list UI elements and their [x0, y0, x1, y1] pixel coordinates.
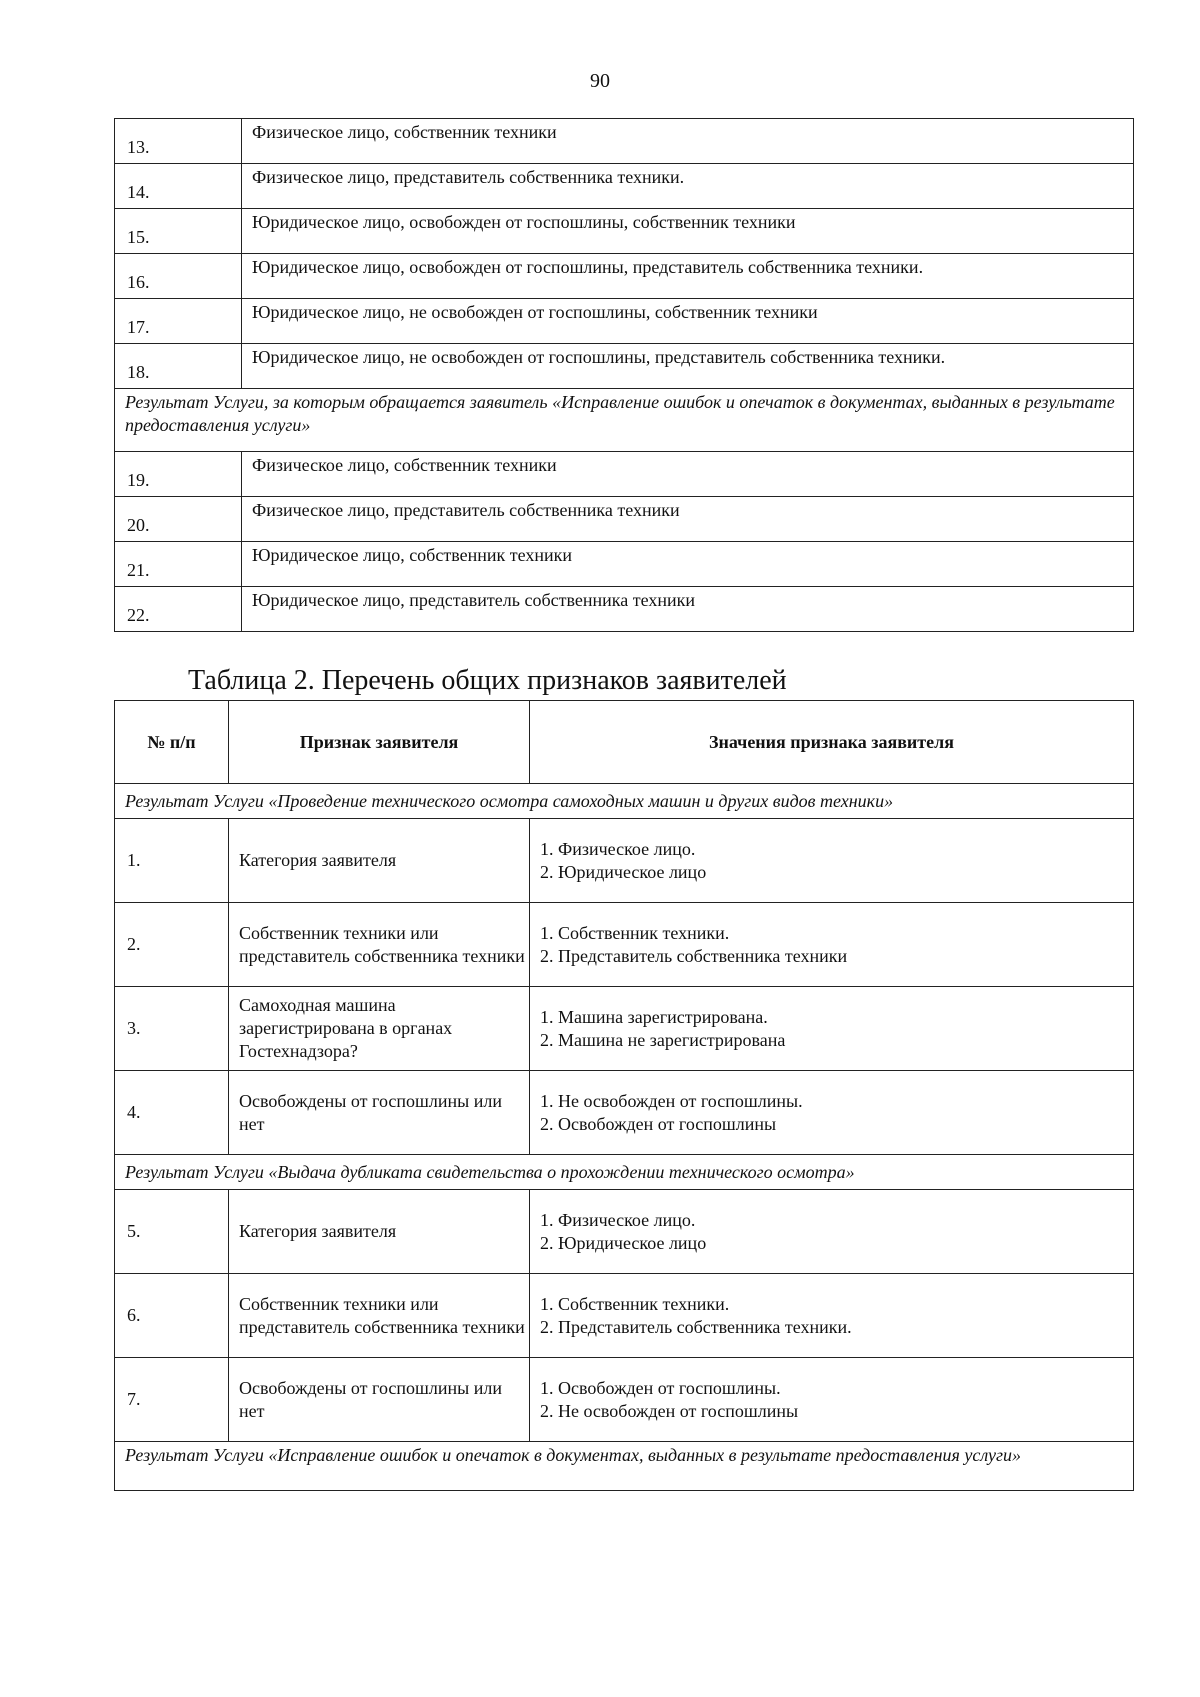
table-row	[115, 1358, 1134, 1442]
attribute-cell: Собственник техники или представитель собственника техники	[229, 1274, 530, 1358]
section-row	[115, 389, 1134, 452]
row-number: 18.	[115, 344, 242, 389]
value-line: 2. Представитель собственника техники.	[540, 1316, 852, 1337]
value-line: 1. Не освобожден от госпошлины.	[540, 1090, 803, 1111]
table-row	[115, 254, 1134, 299]
row-number: 20.	[115, 497, 242, 542]
row-number: 3.	[115, 987, 229, 1071]
table-row	[115, 1071, 1134, 1155]
section-heading: Результат Услуги «Исправление ошибок и опечаток в документах, выданных в результате предоставления услуги»	[115, 1442, 1134, 1491]
row-number: 4.	[115, 1071, 229, 1155]
row-number: 15.	[115, 209, 242, 254]
section-heading: Результат Услуги «Выдача дубликата свидетельства о прохождении технического осмотра»	[115, 1155, 1134, 1190]
attribute-cell: Собственник техники или представитель собственника техники	[229, 903, 530, 987]
table-row	[115, 1274, 1134, 1358]
value-line: 2. Представитель собственника техники	[540, 945, 848, 966]
attribute-cell: Категория заявителя	[229, 819, 530, 903]
row-number: 16.	[115, 254, 242, 299]
value-line: 1. Машина зарегистрирована.	[540, 1006, 768, 1027]
row-number: 7.	[115, 1358, 229, 1442]
values-cell	[530, 1190, 1134, 1274]
values-cell	[530, 1358, 1134, 1442]
row-description: Юридическое лицо, представитель собственника техники	[242, 587, 1134, 632]
table-row	[115, 1190, 1134, 1274]
value-line: 2. Юридическое лицо	[540, 1232, 707, 1253]
section-heading: Результат Услуги, за которым обращается заявитель «Исправление ошибок и опечаток в документах, выданных в результате предоставления услуги»	[115, 389, 1134, 452]
column-header-number: № п/п	[115, 701, 229, 784]
table-row	[115, 497, 1134, 542]
row-number: 5.	[115, 1190, 229, 1274]
table-row	[115, 819, 1134, 903]
values-cell	[530, 903, 1134, 987]
table-row	[115, 542, 1134, 587]
row-number: 17.	[115, 299, 242, 344]
row-number: 14.	[115, 164, 242, 209]
row-number: 2.	[115, 903, 229, 987]
row-description: Физическое лицо, собственник техники	[242, 452, 1134, 497]
value-line: 1. Освобожден от госпошлины.	[540, 1377, 781, 1398]
table-row	[115, 452, 1134, 497]
row-number: 19.	[115, 452, 242, 497]
values-cell	[530, 819, 1134, 903]
value-line: 1. Физическое лицо.	[540, 838, 696, 859]
row-description: Юридическое лицо, освобожден от госпошлины, представитель собственника техники.	[242, 254, 1134, 299]
section-row	[115, 784, 1134, 819]
section-heading: Результат Услуги «Проведение технического осмотра самоходных машин и других видов техники»	[115, 784, 1134, 819]
section-row	[115, 1155, 1134, 1190]
row-description: Юридическое лицо, освобожден от госпошлины, собственник техники	[242, 209, 1134, 254]
row-description: Юридическое лицо, собственник техники	[242, 542, 1134, 587]
attribute-cell: Категория заявителя	[229, 1190, 530, 1274]
row-description: Физическое лицо, собственник техники	[242, 119, 1134, 164]
attribute-cell: Освобождены от госпошлины или нет	[229, 1071, 530, 1155]
page-number: 90	[590, 70, 610, 92]
value-line: 2. Машина не зарегистрирована	[540, 1029, 786, 1050]
row-description: Физическое лицо, представитель собственника техники	[242, 497, 1134, 542]
value-line: 1. Собственник техники.	[540, 1293, 730, 1314]
value-line: 2. Не освобожден от госпошлины	[540, 1400, 799, 1421]
table-row	[115, 299, 1134, 344]
table-row	[115, 209, 1134, 254]
table-row	[115, 119, 1134, 164]
table-row	[115, 164, 1134, 209]
applicant-attributes-table	[114, 700, 1134, 1491]
value-line: 2. Освобожден от госпошлины	[540, 1113, 777, 1134]
row-description: Юридическое лицо, не освобожден от госпошлины, собственник техники	[242, 299, 1134, 344]
values-cell	[530, 1071, 1134, 1155]
table-row	[115, 587, 1134, 632]
attribute-cell: Освобождены от госпошлины или нет	[229, 1358, 530, 1442]
table-row	[115, 344, 1134, 389]
row-number: 13.	[115, 119, 242, 164]
value-line: 1. Собственник техники.	[540, 922, 730, 943]
values-cell	[530, 987, 1134, 1071]
values-cell	[530, 1274, 1134, 1358]
attribute-cell: Самоходная машина зарегистрирована в органах Гостехнадзора?	[229, 987, 530, 1071]
applicant-variants-table	[114, 118, 1134, 632]
column-header-values: Значения признака заявителя	[530, 701, 1134, 784]
table-row	[115, 903, 1134, 987]
row-number: 22.	[115, 587, 242, 632]
table-title: Таблица 2. Перечень общих признаков заявителей	[188, 665, 787, 696]
header-row	[115, 701, 1134, 784]
column-header-attribute: Признак заявителя	[229, 701, 530, 784]
row-number: 21.	[115, 542, 242, 587]
row-description: Физическое лицо, представитель собственника техники.	[242, 164, 1134, 209]
value-line: 2. Юридическое лицо	[540, 861, 707, 882]
row-description: Юридическое лицо, не освобожден от госпошлины, представитель собственника техники.	[242, 344, 1134, 389]
section-row	[115, 1442, 1134, 1491]
table-row	[115, 987, 1134, 1071]
value-line: 1. Физическое лицо.	[540, 1209, 696, 1230]
row-number: 6.	[115, 1274, 229, 1358]
row-number: 1.	[115, 819, 229, 903]
